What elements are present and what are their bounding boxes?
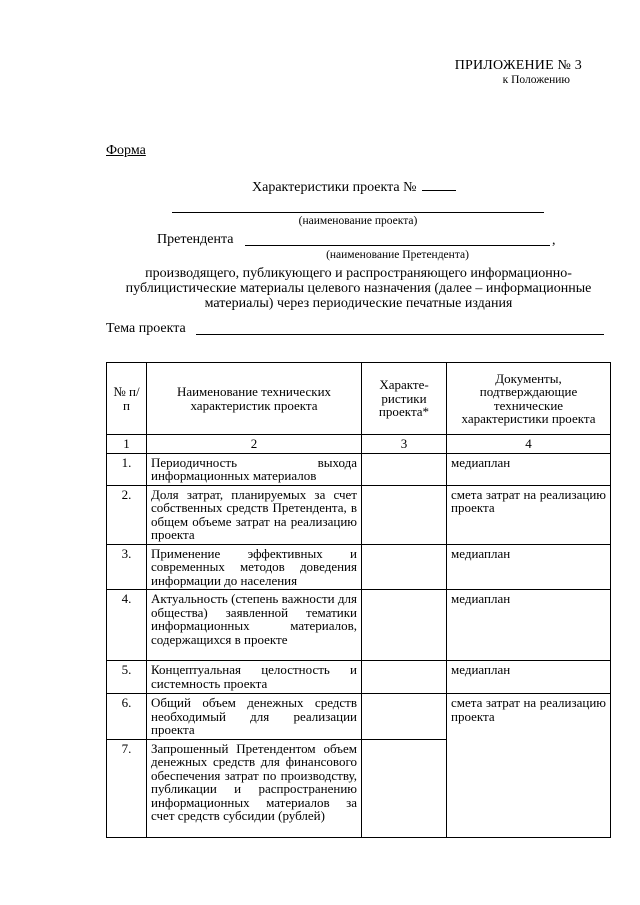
header-documents: Документы, подтверждающие технические характеристики проекта: [447, 363, 611, 435]
row-characteristic-name: Применение эффективных и современных методов доведения информации до населения: [147, 544, 362, 590]
project-topic-label: Тема проекта: [106, 321, 186, 336]
row-characteristic-value[interactable]: [362, 453, 447, 485]
form-label: Форма: [106, 143, 146, 158]
table-row: [107, 485, 611, 544]
appendix-title: ПРИЛОЖЕНИЕ № 3: [454, 58, 582, 73]
row-document: смета затрат на реализацию проекта: [447, 694, 611, 838]
table-row: [107, 694, 611, 740]
row-document: медиаплан: [447, 661, 611, 694]
row-number: 3.: [107, 544, 147, 590]
applicant-comma: ,: [552, 233, 556, 248]
column-number: 4: [447, 435, 611, 454]
row-document: медиаплан: [447, 453, 611, 485]
row-number: 7.: [107, 739, 147, 837]
row-number: 4.: [107, 590, 147, 661]
applicant-description: производящего, публикующего и распространяющего информационно-публицистические материалы целевого назначения (далее – информационные материалы) через периодические печатные издания: [125, 266, 592, 311]
row-characteristic-name: Доля затрат, планируемых за счет собственных средств Претендента, в общем объеме затрат на реализацию проекта: [147, 485, 362, 544]
applicant-name-line[interactable]: [245, 245, 550, 246]
row-characteristic-name: Общий объем денежных средств необходимый для реализации проекта: [147, 694, 362, 740]
row-document: смета затрат на реализацию проекта: [447, 485, 611, 544]
row-characteristic-name: Концептуальная целостность и системность проекта: [147, 661, 362, 694]
row-characteristic-name: Периодичность выхода информационных материалов: [147, 453, 362, 485]
column-number: 1: [107, 435, 147, 454]
row-number: 1.: [107, 453, 147, 485]
column-number-row: [107, 435, 611, 454]
row-characteristic-value[interactable]: [362, 590, 447, 661]
appendix-subtitle: к Положению: [502, 74, 570, 87]
row-number: 5.: [107, 661, 147, 694]
row-characteristic-value[interactable]: [362, 694, 447, 740]
row-characteristic-value[interactable]: [362, 661, 447, 694]
project-name-caption: (наименование проекта): [298, 215, 418, 227]
header-characteristic-value: Характе-ристики проекта*: [362, 363, 447, 435]
row-characteristic-value[interactable]: [362, 739, 447, 837]
project-name-line[interactable]: [172, 212, 544, 213]
table-row: [107, 661, 611, 694]
column-number: 2: [147, 435, 362, 454]
document-title: [252, 178, 456, 196]
table-header-row: [107, 363, 611, 435]
project-topic-line[interactable]: [196, 334, 604, 335]
document-title-text: Характеристики проекта №: [252, 180, 417, 195]
row-characteristic-value[interactable]: [362, 544, 447, 590]
row-characteristic-value[interactable]: [362, 485, 447, 544]
applicant-name-caption: (наименование Претендента): [326, 249, 469, 261]
table-row: [107, 544, 611, 590]
characteristics-table: [106, 362, 611, 838]
column-number: 3: [362, 435, 447, 454]
applicant-label: Претендента: [157, 232, 234, 247]
row-document: медиаплан: [447, 544, 611, 590]
header-characteristic-name: Наименование технических характеристик проекта: [147, 363, 362, 435]
row-document: медиаплан: [447, 590, 611, 661]
appendix-heading: [455, 58, 582, 87]
table-row: [107, 590, 611, 661]
project-number-blank[interactable]: [422, 178, 456, 191]
table-row: [107, 453, 611, 485]
row-characteristic-name: Запрошенный Претендентом объем денежных средств для финансового обеспечения затрат по производству, публикации и распространению информационных материалов за счет средств субсидии (рублей): [147, 739, 362, 837]
header-number: № п/п: [107, 363, 147, 435]
row-number: 6.: [107, 694, 147, 740]
row-number: 2.: [107, 485, 147, 544]
row-characteristic-name: Актуальность (степень важности для общества) заявленной тематики информационных материалов, содержащихся в проекте: [147, 590, 362, 661]
